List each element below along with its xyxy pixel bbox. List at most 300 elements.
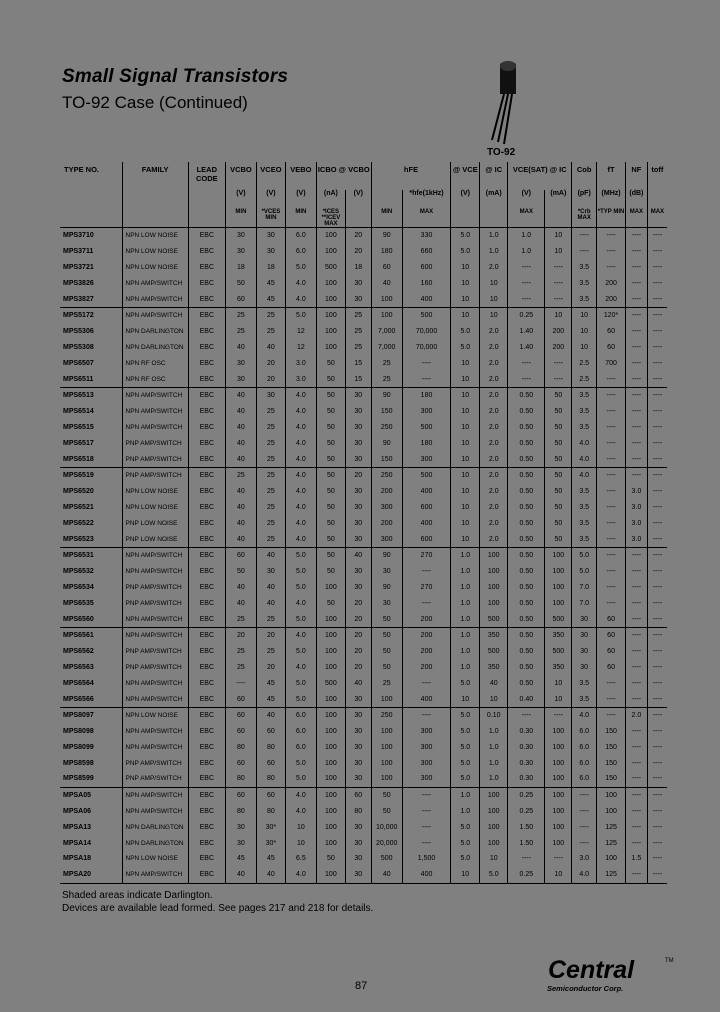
table-cell: 100: [545, 740, 572, 756]
table-cell: 100: [316, 627, 345, 643]
table-cell: 25: [256, 451, 285, 467]
table-cell: ----: [647, 404, 667, 420]
table-cell: ----: [647, 275, 667, 291]
col-header: @ VCE: [451, 162, 480, 190]
table-cell: 500: [480, 644, 508, 660]
family-cell: NPN LOW NOISE: [122, 228, 188, 244]
table-cell: 100: [545, 724, 572, 740]
family-cell: NPN AMP/SWITCH: [122, 740, 188, 756]
table-cell: 4.0: [285, 627, 316, 643]
table-cell: 4.0: [285, 804, 316, 820]
table-cell: 30: [345, 771, 371, 787]
table-cell: 2.5: [572, 371, 597, 387]
table-cell: 0.50: [508, 515, 545, 531]
table-cell: 2.5: [572, 355, 597, 371]
table-cell: 300: [402, 771, 451, 787]
table-cell: ----: [545, 851, 572, 867]
table-cell: 50: [316, 467, 345, 483]
table-cell: 30: [345, 275, 371, 291]
family-cell: NPN RF OSC: [122, 355, 188, 371]
table-cell: 100: [371, 691, 402, 707]
table-cell: 90: [371, 435, 402, 451]
table-cell: 600: [402, 500, 451, 516]
family-cell: NPN AMP/SWITCH: [122, 547, 188, 563]
table-cell: 25: [256, 467, 285, 483]
table-cell: 100: [480, 804, 508, 820]
col-subheader: (V): [345, 190, 371, 209]
table-cell: ----: [647, 627, 667, 643]
table-cell: ----: [647, 755, 667, 771]
table-cell: 20: [256, 627, 285, 643]
brand-subtitle: Semiconductor Corp.: [547, 984, 624, 993]
type-number-cell: MPS3827: [63, 295, 94, 303]
page-subtitle: TO-92 Case (Continued): [62, 93, 248, 112]
table-cell: 250: [371, 467, 402, 483]
table-cell: ----: [647, 500, 667, 516]
table-row: [60, 627, 667, 643]
table-cell: ----: [647, 564, 667, 580]
table-row: [60, 707, 667, 723]
table-cell: 5.0: [285, 564, 316, 580]
table-cell: ----: [626, 435, 648, 451]
table-cell: 0.50: [508, 451, 545, 467]
table-cell: EBC: [188, 740, 225, 756]
col-header: toff: [647, 162, 667, 190]
table-cell: 3.5: [572, 260, 597, 276]
family-cell: NPN LOW NOISE: [122, 484, 188, 500]
table-cell: 10: [451, 484, 480, 500]
table-cell: ----: [626, 260, 648, 276]
table-cell: ----: [626, 387, 648, 403]
table-cell: EBC: [188, 387, 225, 403]
table-cell: 40: [225, 515, 256, 531]
table-cell: 100: [371, 771, 402, 787]
table-cell: 0.25: [508, 867, 545, 883]
table-cell: 25: [256, 435, 285, 451]
table-cell: 100: [545, 595, 572, 611]
col-header: FAMILY: [122, 162, 188, 190]
table-cell: 10: [480, 307, 508, 323]
col-limit: MIN: [371, 209, 402, 228]
trademark: TM: [665, 958, 674, 964]
table-cell: 100: [316, 787, 345, 803]
table-cell: 270: [402, 580, 451, 596]
table-cell: 5.0: [572, 547, 597, 563]
table-cell: 1.0: [508, 228, 545, 244]
table-cell: ----: [647, 435, 667, 451]
table-cell: 100: [316, 275, 345, 291]
table-cell: 40: [225, 435, 256, 451]
family-cell: PNP LOW NOISE: [122, 531, 188, 547]
table-cell: 4.0: [285, 291, 316, 307]
type-number-cell: MPS8099: [63, 743, 94, 751]
table-cell: 1.0: [451, 595, 480, 611]
table-cell: ----: [626, 228, 648, 244]
col-subheader: (mA): [480, 190, 508, 209]
table-cell: 3.5: [572, 291, 597, 307]
table-cell: ----: [647, 675, 667, 691]
family-cell: NPN DARLINGTON: [122, 835, 188, 851]
table-cell: 10: [451, 307, 480, 323]
table-cell: 0.25: [508, 804, 545, 820]
table-cell: ----: [647, 724, 667, 740]
type-number-cell: MPS5308: [63, 343, 94, 351]
family-cell: NPN LOW NOISE: [122, 500, 188, 516]
table-cell: 1.0: [451, 787, 480, 803]
table-cell: 90: [371, 547, 402, 563]
table-cell: ----: [647, 324, 667, 340]
table-cell: 50: [316, 851, 345, 867]
col-header: VCEO: [256, 162, 285, 190]
table-cell: 100: [545, 835, 572, 851]
table-cell: 100: [480, 580, 508, 596]
table-cell: 0.30: [508, 755, 545, 771]
table-cell: 100: [316, 707, 345, 723]
table-cell: 100: [597, 804, 626, 820]
table-cell: 50: [316, 387, 345, 403]
table-cell: 600: [402, 531, 451, 547]
table-cell: 80: [345, 804, 371, 820]
table-row: [60, 435, 667, 451]
table-cell: EBC: [188, 707, 225, 723]
table-row: [60, 340, 667, 356]
table-row: [60, 755, 667, 771]
type-number-cell: MPS6515: [63, 423, 94, 431]
family-cell: NPN AMP/SWITCH: [122, 291, 188, 307]
type-number-cell: MPS6517: [63, 439, 94, 447]
table-row: [60, 804, 667, 820]
table-cell: 30: [225, 371, 256, 387]
table-cell: ----: [545, 275, 572, 291]
table-cell: ----: [626, 275, 648, 291]
table-cell: 400: [402, 484, 451, 500]
table-cell: 10: [451, 867, 480, 883]
table-cell: 100: [371, 291, 402, 307]
table-cell: 200: [545, 324, 572, 340]
table-cell: 90: [371, 228, 402, 244]
table-cell: 500: [402, 307, 451, 323]
table-cell: 30: [225, 228, 256, 244]
table-cell: 40: [256, 867, 285, 883]
table-cell: ----: [626, 644, 648, 660]
page-number: 87: [355, 980, 368, 992]
table-cell: 30: [225, 819, 256, 835]
table-cell: 20,000: [371, 835, 402, 851]
type-number-cell: MPS6560: [63, 615, 94, 623]
family-cell: NPN AMP/SWITCH: [122, 611, 188, 627]
table-cell: 3.0: [285, 371, 316, 387]
type-number-cell: MPS8097: [60, 707, 122, 723]
table-row: [60, 515, 667, 531]
table-cell: EBC: [188, 500, 225, 516]
table-cell: 100: [597, 851, 626, 867]
table-cell: ----: [647, 340, 667, 356]
table-cell: ----: [597, 595, 626, 611]
family-cell: NPN DARLINGTON: [122, 340, 188, 356]
table-cell: 100: [316, 724, 345, 740]
table-cell: 150: [597, 740, 626, 756]
table-cell: 60: [225, 547, 256, 563]
table-cell: 200: [545, 340, 572, 356]
type-number-cell: MPS6511: [63, 375, 94, 383]
table-cell: 100: [316, 835, 345, 851]
table-cell: 300: [371, 531, 402, 547]
table-row: [60, 355, 667, 371]
table-cell: ----: [597, 691, 626, 707]
table-row: [60, 835, 667, 851]
table-cell: 60: [256, 724, 285, 740]
table-cell: 3.0: [626, 515, 648, 531]
table-cell: ----: [597, 467, 626, 483]
table-cell: 10: [480, 691, 508, 707]
table-cell: 100: [480, 819, 508, 835]
table-cell: 4.0: [572, 707, 597, 723]
table-cell: 100: [545, 771, 572, 787]
table-cell: 0.50: [508, 675, 545, 691]
table-cell: 100: [316, 340, 345, 356]
table-cell: ----: [647, 484, 667, 500]
table-row: [60, 547, 667, 563]
table-cell: 50: [316, 420, 345, 436]
type-number-cell: MPS6564: [63, 679, 94, 687]
table-cell: 80: [256, 804, 285, 820]
table-cell: 50: [371, 787, 402, 803]
table-cell: ----: [647, 467, 667, 483]
table-cell: 200: [402, 660, 451, 676]
table-cell: 30: [345, 500, 371, 516]
col-subheader: [647, 190, 667, 209]
table-row: [60, 228, 667, 244]
col-limit: *TYP MIN: [597, 209, 626, 228]
table-cell: EBC: [188, 580, 225, 596]
family-cell: NPN LOW NOISE: [122, 244, 188, 260]
table-row: [60, 291, 667, 307]
family-cell: NPN DARLINGTON: [122, 324, 188, 340]
table-cell: 1.40: [508, 340, 545, 356]
table-cell: 150: [371, 404, 402, 420]
table-row: [60, 467, 667, 483]
table-cell: 3.5: [572, 275, 597, 291]
table-row: [60, 260, 667, 276]
table-cell: 25: [256, 404, 285, 420]
table-cell: ----: [597, 515, 626, 531]
table-cell: ----: [647, 740, 667, 756]
table-cell: ----: [597, 244, 626, 260]
table-cell: 1,500: [402, 851, 451, 867]
table-cell: 6.0: [572, 724, 597, 740]
col-header: hFE: [371, 162, 451, 190]
table-cell: 30: [572, 611, 597, 627]
table-cell: 4.0: [285, 595, 316, 611]
family-cell: PNP AMP/SWITCH: [122, 660, 188, 676]
col-header: ICBO @ VCBO: [316, 162, 371, 190]
table-row: [60, 307, 667, 323]
table-cell: 300: [402, 724, 451, 740]
table-row: [60, 324, 667, 340]
table-cell: 5.0: [451, 228, 480, 244]
col-subheader: (V): [508, 190, 545, 209]
table-row: [60, 675, 667, 691]
table-cell: 100: [316, 740, 345, 756]
table-cell: 150: [371, 451, 402, 467]
table-cell: 50: [316, 371, 345, 387]
table-cell: 10: [451, 691, 480, 707]
table-cell: 0.25: [508, 307, 545, 323]
table-cell: EBC: [188, 867, 225, 883]
table-cell: 100: [545, 804, 572, 820]
table-row: [60, 275, 667, 291]
table-cell: 10: [451, 435, 480, 451]
table-cell: 5.0: [451, 771, 480, 787]
table-cell: 10: [285, 835, 316, 851]
table-cell: 6.5: [285, 851, 316, 867]
table-cell: 25: [225, 644, 256, 660]
table-cell: 7,000: [371, 340, 402, 356]
table-cell: EBC: [188, 275, 225, 291]
type-number-cell: MPS6562: [63, 648, 94, 656]
table-cell: ----: [647, 420, 667, 436]
table-cell: 4.0: [572, 435, 597, 451]
table-cell: ----: [647, 644, 667, 660]
table-cell: ----: [647, 244, 667, 260]
table-row: [60, 564, 667, 580]
table-cell: ----: [597, 420, 626, 436]
table-cell: 60: [597, 611, 626, 627]
table-cell: 30: [345, 867, 371, 883]
table-row: [60, 660, 667, 676]
table-cell: ----: [626, 611, 648, 627]
table-cell: 100: [545, 787, 572, 803]
table-cell: 30*: [256, 835, 285, 851]
table-cell: 40: [371, 275, 402, 291]
table-cell: ----: [402, 804, 451, 820]
table-cell: EBC: [188, 644, 225, 660]
header-row-3: [60, 209, 667, 228]
family-cell: NPN AMP/SWITCH: [122, 691, 188, 707]
table-cell: 200: [371, 484, 402, 500]
table-cell: 60: [597, 644, 626, 660]
table-cell: 100: [545, 819, 572, 835]
family-cell: NPN AMP/SWITCH: [122, 675, 188, 691]
type-number-cell: MPSA13: [63, 823, 92, 831]
table-cell: 5.0: [451, 675, 480, 691]
table-cell: 0.50: [508, 547, 545, 563]
table-cell: 30: [345, 740, 371, 756]
table-cell: 500: [545, 644, 572, 660]
table-cell: 0.30: [508, 724, 545, 740]
table-cell: 1.0: [480, 724, 508, 740]
family-cell: PNP AMP/SWITCH: [122, 755, 188, 771]
table-cell: 200: [371, 515, 402, 531]
table-cell: 3.0: [572, 851, 597, 867]
table-cell: 30: [345, 691, 371, 707]
table-row: [60, 819, 667, 835]
type-number-cell: MPS6523: [63, 535, 94, 543]
table-cell: 10: [451, 355, 480, 371]
col-header: TYPE NO.: [64, 165, 100, 174]
table-cell: EBC: [188, 260, 225, 276]
table-cell: 4.0: [285, 500, 316, 516]
table-cell: 2.0: [480, 435, 508, 451]
table-cell: 60: [256, 787, 285, 803]
col-limit: MIN: [225, 209, 256, 228]
table-cell: 20: [345, 660, 371, 676]
table-cell: 15: [345, 355, 371, 371]
table-cell: 3.0: [285, 355, 316, 371]
table-cell: ----: [597, 580, 626, 596]
col-limit: MAX: [508, 209, 545, 228]
table-cell: 100: [480, 835, 508, 851]
col-header: LEAD CODE: [188, 162, 225, 190]
table-cell: 150: [597, 771, 626, 787]
table-cell: ----: [626, 724, 648, 740]
table-cell: ----: [626, 371, 648, 387]
table-cell: 10: [572, 324, 597, 340]
table-cell: 50: [316, 435, 345, 451]
table-cell: 45: [256, 291, 285, 307]
table-cell: ----: [647, 660, 667, 676]
table-cell: 50: [316, 564, 345, 580]
table-row: [60, 740, 667, 756]
table-cell: EBC: [188, 484, 225, 500]
table-cell: ----: [647, 547, 667, 563]
table-cell: 18: [225, 260, 256, 276]
table-cell: 10: [545, 307, 572, 323]
table-cell: 50: [225, 564, 256, 580]
col-subheader: [188, 190, 225, 209]
table-cell: ----: [225, 675, 256, 691]
table-cell: ----: [402, 787, 451, 803]
table-cell: 2.0: [480, 500, 508, 516]
table-cell: EBC: [188, 515, 225, 531]
table-cell: ----: [626, 420, 648, 436]
table-row: [60, 371, 667, 387]
table-cell: 60: [597, 660, 626, 676]
table-cell: ----: [626, 291, 648, 307]
table-cell: 100: [480, 595, 508, 611]
col-header: Cob: [572, 162, 597, 190]
family-cell: NPN AMP/SWITCH: [122, 787, 188, 803]
table-cell: 25: [256, 484, 285, 500]
table-cell: ----: [508, 355, 545, 371]
col-header: NF: [626, 162, 648, 190]
table-cell: ----: [508, 275, 545, 291]
table-cell: 50: [316, 595, 345, 611]
table-cell: 50: [545, 500, 572, 516]
table-cell: ----: [508, 291, 545, 307]
table-cell: 4.0: [285, 467, 316, 483]
table-cell: 10: [545, 228, 572, 244]
table-cell: EBC: [188, 531, 225, 547]
table-cell: 270: [402, 547, 451, 563]
table-cell: ----: [508, 707, 545, 723]
table-cell: ----: [626, 675, 648, 691]
table-cell: ----: [402, 355, 451, 371]
type-number-cell: MPS5172: [60, 307, 122, 323]
type-number-cell: MPS6531: [60, 547, 122, 563]
table-cell: 3.0: [626, 500, 648, 516]
table-cell: 20: [345, 611, 371, 627]
table-cell: 50: [545, 420, 572, 436]
table-cell: 4.0: [285, 404, 316, 420]
table-row: [60, 851, 667, 867]
table-cell: 40: [225, 420, 256, 436]
table-cell: ----: [402, 819, 451, 835]
table-cell: EBC: [188, 371, 225, 387]
table-cell: 18: [256, 260, 285, 276]
table-cell: 50: [316, 531, 345, 547]
note-lead-formed: Devices are available lead formed. See pages 217 and 218 for details.: [62, 903, 374, 914]
